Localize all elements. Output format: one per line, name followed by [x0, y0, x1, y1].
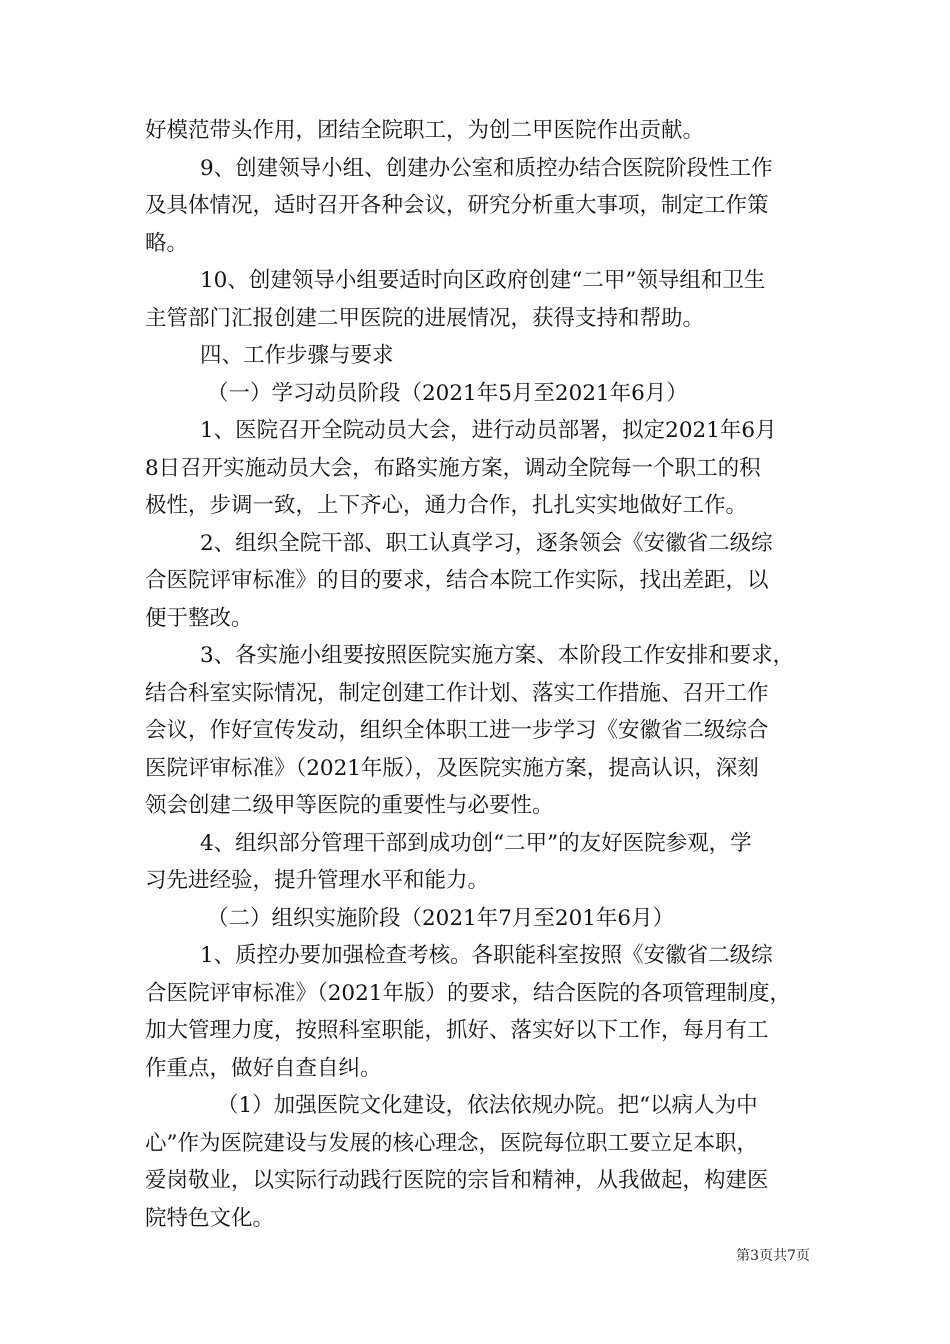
text-line: 结合科室实际情况，制定创建工作计划、落实工作措施、召开工作	[145, 680, 769, 706]
text-line: 极性，步调一致，上下齐心，通力合作，扎扎实实地做好工作。	[145, 493, 748, 518]
text-line: 医院评审标准》（2021年版），及医院实施方案，提高认识，深刻	[145, 755, 759, 781]
text-line: 1、质控办要加强检查考核。各职能科室按照《安徽省二级综	[200, 943, 773, 968]
text-line: 2、组织全院干部、职工认真学习，逐条领会《安徽省二级综	[200, 530, 773, 556]
text-line: （二）组织实施阶段（2021年7月至201年6月）	[207, 905, 675, 931]
text-line: 略。	[145, 230, 189, 256]
text-line: 作重点，做好自查自纠。	[145, 1055, 382, 1081]
text-line: 加大管理力度，按照科室职能，抓好、落实好以下工作，每月有工	[145, 1018, 769, 1043]
page-number: 第3页共7页	[736, 1248, 810, 1264]
document-body	[145, 112, 811, 1237]
text-line: 会议，作好宣传发动，组织全体职工进一步学习《安徽省二级综合	[145, 718, 769, 743]
text-line: 10、创建领导小组要适时向区政府创建“二甲”领导组和卫生	[200, 268, 766, 293]
text-line: （一）学习动员阶段（2021年5月至2021年6月）	[207, 380, 688, 406]
text-line: 4、组织部分管理干部到成功创“二甲”的友好医院参观，学	[200, 830, 752, 856]
text-line: 好模范带头作用，团结全院职工，为创二甲医院作出贡献。	[145, 118, 705, 143]
text-line: 领会创建二级甲等医院的重要性与必要性。	[145, 793, 554, 818]
text-line: 院特色文化。	[145, 1205, 275, 1231]
text-line: 合医院评审标准》（2021年版）的要求，结合医院的各项管理制度，	[145, 980, 791, 1006]
text-line: 习先进经验，提升管理水平和能力。	[145, 868, 490, 893]
text-line: 四、工作步骤与要求	[200, 343, 394, 368]
text-line: 9、创建领导小组、创建办公室和质控办结合医院阶段性工作	[200, 155, 773, 181]
text-line: （1）加强医院文化建设，依法依规办院。把“以病人为中	[217, 1093, 758, 1118]
text-line: 心”作为医院建设与发展的核心理念，医院每位职工要立足本职，	[145, 1130, 758, 1156]
text-line: 及具体情况，适时召开各种会议，研究分析重大事项，制定工作策	[145, 193, 769, 218]
text-line: 3、各实施小组要按照医院实施方案、本阶段工作安排和要求，	[200, 643, 795, 668]
document-text	[145, 112, 811, 1237]
text-line: 合医院评审标准》的目的要求，结合本院工作实际，找出差距，以	[145, 568, 769, 593]
text-line: 8日召开实施动员大会，布路实施方案，调动全院每一个职工的积	[145, 455, 761, 481]
text-line: 1、医院召开全院动员大会，进行动员部署，拟定2021年6月	[200, 418, 777, 443]
text-line: 爱岗敬业，以实际行动践行医院的宗旨和精神，从我做起，构建医	[145, 1168, 769, 1193]
text-line: 主管部门汇报创建二甲医院的进展情况，获得支持和帮助。	[145, 305, 705, 331]
text-line: 便于整改。	[145, 605, 253, 631]
